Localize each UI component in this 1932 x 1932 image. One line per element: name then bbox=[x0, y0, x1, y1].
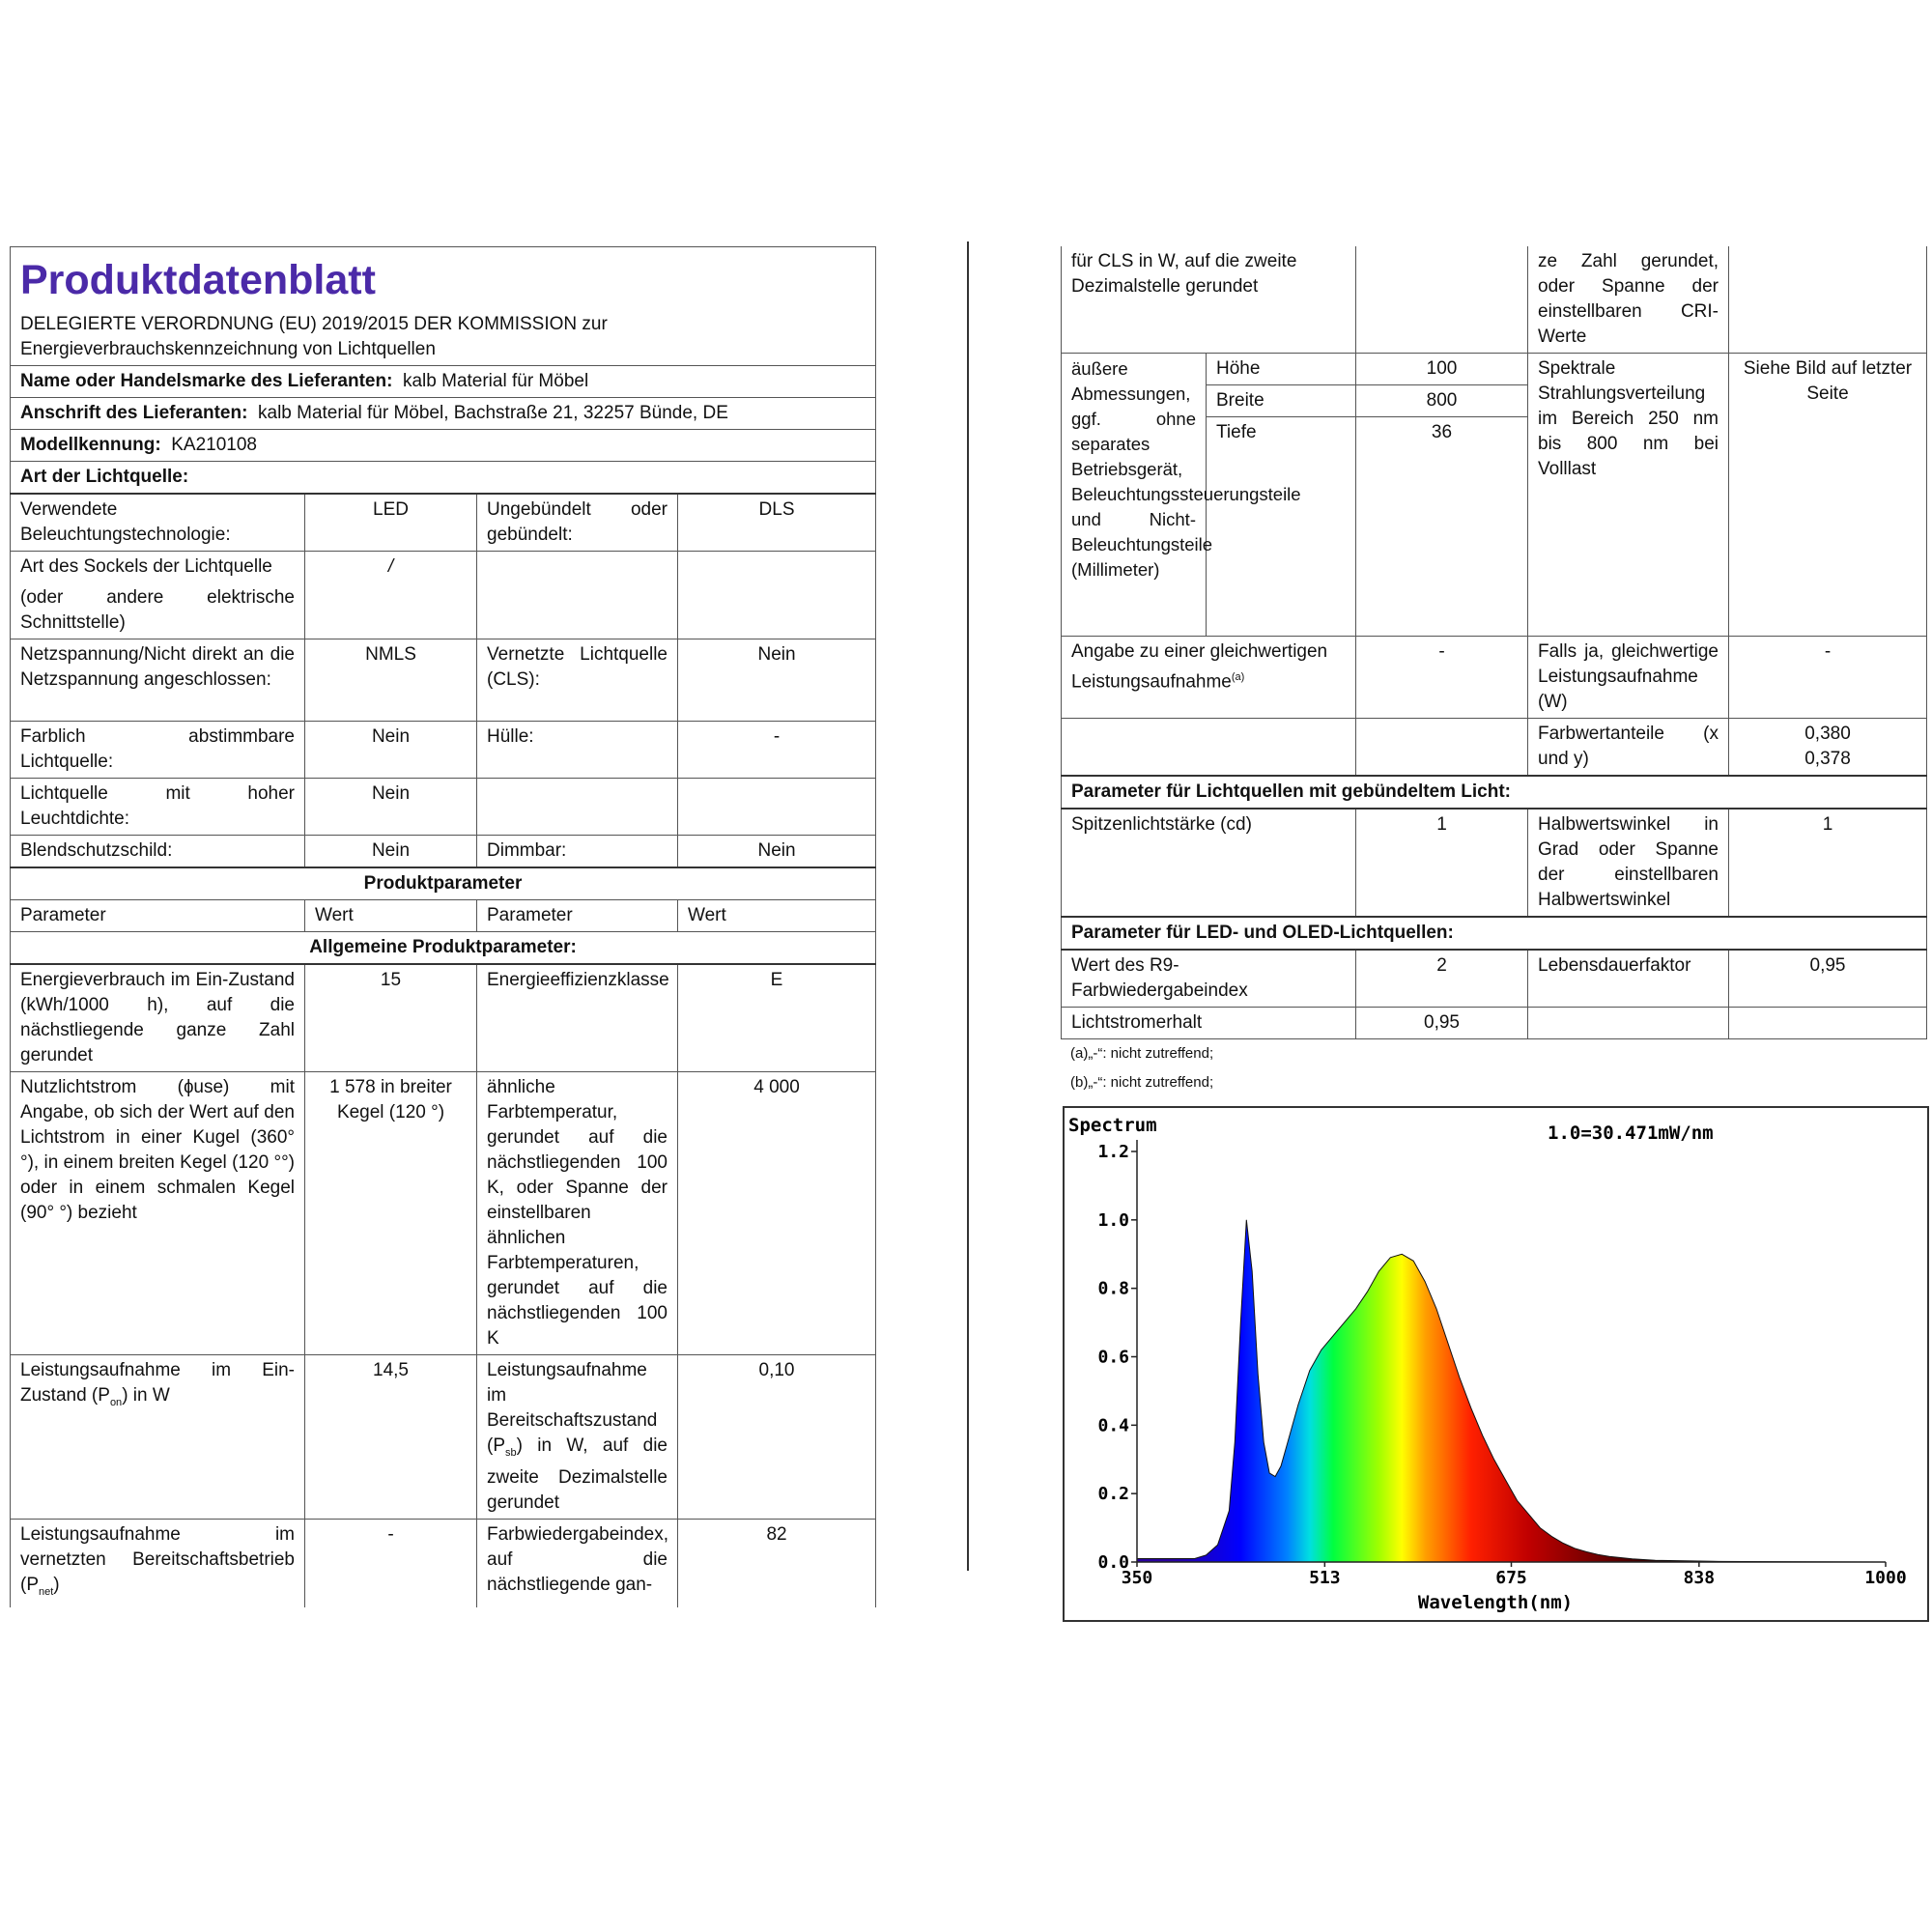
chart-title: Spectrum bbox=[1068, 1115, 1157, 1136]
page-title: Produktdatenblatt bbox=[20, 257, 376, 303]
param-value: 82 bbox=[678, 1519, 876, 1606]
param-label: Farbwiedergabeindex, auf die nächstliegende gan- bbox=[477, 1519, 678, 1606]
column-header: Wert bbox=[678, 900, 876, 932]
table-row bbox=[11, 722, 876, 779]
param-value: 14,5 bbox=[305, 1355, 477, 1520]
param-label: Lichtquelle mit hoher Leuchtdichte: bbox=[11, 779, 305, 836]
param-label: Wert des R9-Farbwiedergabeindex bbox=[1062, 950, 1356, 1008]
param-label: ähnliche Farbtemperatur, gerundet auf die nächstliegenden 100 K, oder Spanne der einstellbaren ähnlichen Farbtemperaturen, gerundet auf die nächstliegenden 100 K bbox=[477, 1072, 678, 1355]
led-params-heading: Parameter für LED- und OLED-Lichtquellen: bbox=[1062, 917, 1927, 950]
param-value bbox=[1729, 246, 1927, 354]
table-row bbox=[1062, 246, 1927, 354]
param-label bbox=[11, 552, 305, 639]
dimension-value: 800 bbox=[1356, 385, 1528, 417]
column-header-row bbox=[11, 900, 876, 932]
dimensions-label: äußere Abmessungen, ggf. ohne separates Betriebsgerät, Beleuchtungssteuerungsteile und Nicht-Beleuchtungsteile (Millimeter) bbox=[1062, 354, 1207, 637]
param-label bbox=[477, 552, 678, 639]
param-value: LED bbox=[305, 494, 477, 552]
param-label: Energieeffizienzklasse bbox=[477, 964, 678, 1072]
supplier-address-label: Anschrift des Lieferanten: bbox=[20, 403, 248, 423]
param-value: - bbox=[1356, 637, 1528, 719]
y-tick-label: 1.2 bbox=[1097, 1142, 1129, 1162]
param-value: E bbox=[678, 964, 876, 1072]
table-row bbox=[11, 494, 876, 552]
param-label bbox=[477, 779, 678, 836]
x-tick-label: 513 bbox=[1309, 1568, 1341, 1588]
column-header: Parameter bbox=[477, 900, 678, 932]
param-label: Leistungsaufnahme im Ein-Zustand $(P_{on})$ in W bbox=[11, 1355, 305, 1520]
param-value bbox=[1729, 1008, 1927, 1039]
column-divider bbox=[967, 242, 969, 1571]
param-value: 0,10 bbox=[678, 1355, 876, 1520]
param-label: Energieverbrauch im Ein-Zustand (kWh/1000 h), auf die nächstliegende ganze Zahl gerundet bbox=[11, 964, 305, 1072]
supplier-address: kalb Material für Möbel, Bachstraße 21, 32257 Bünde, DE bbox=[258, 403, 728, 423]
param-label: Lebensdauerfaktor bbox=[1528, 950, 1729, 1008]
table-row bbox=[11, 1072, 876, 1355]
param-label: Hülle: bbox=[477, 722, 678, 779]
param-value: NMLS bbox=[305, 639, 477, 722]
param-value: 0,95 bbox=[1729, 950, 1927, 1008]
spectral-distribution-label: Spektrale Strahlungsverteilung im Bereich 250 nm bis 800 nm bei Volllast bbox=[1528, 354, 1729, 637]
product-params-continued-table bbox=[1061, 246, 1927, 1039]
table-row bbox=[11, 552, 876, 639]
param-value: Nein bbox=[678, 639, 876, 722]
dimension-name: Tiefe bbox=[1207, 417, 1356, 637]
left-page bbox=[10, 246, 875, 1607]
dimension-name: Breite bbox=[1207, 385, 1356, 417]
param-value: 4 000 bbox=[678, 1072, 876, 1355]
table-row bbox=[11, 1355, 876, 1520]
param-value: 1 bbox=[1356, 809, 1528, 917]
table-row bbox=[11, 1519, 876, 1606]
footnote-a: (a)„-“: nicht zutreffend; bbox=[1070, 1045, 1214, 1062]
dimension-value: 100 bbox=[1356, 354, 1528, 385]
column-header: Wert bbox=[305, 900, 477, 932]
param-value bbox=[678, 552, 876, 639]
spectral-distribution-value: Siehe Bild auf letzter Seite bbox=[1729, 354, 1927, 637]
y-tick-label: 0.4 bbox=[1097, 1415, 1129, 1436]
param-value: Nein bbox=[305, 836, 477, 868]
param-label bbox=[1528, 1008, 1729, 1039]
param-value: - bbox=[1729, 637, 1927, 719]
table-row bbox=[1062, 950, 1927, 1008]
param-value: Nein bbox=[305, 722, 477, 779]
table-row bbox=[1062, 1008, 1927, 1039]
param-value: 15 bbox=[305, 964, 477, 1072]
param-value: - bbox=[678, 722, 876, 779]
param-value bbox=[678, 779, 876, 836]
dimension-name: Höhe bbox=[1207, 354, 1356, 385]
param-label: Farbwertanteile (x und y) bbox=[1528, 719, 1729, 777]
x-tick-label: 1000 bbox=[1864, 1568, 1907, 1588]
param-label: Spitzenlichtstärke (cd) bbox=[1062, 809, 1356, 917]
spectrum-chart bbox=[1063, 1106, 1929, 1622]
param-value bbox=[1356, 246, 1528, 354]
supplier-name-row bbox=[11, 366, 876, 398]
param-label: Blendschutzschild: bbox=[11, 836, 305, 868]
param-label: Leistungsaufnahme im Bereitschaftszustand $(P_{sb})$ in W, auf die zweite Dezimalstelle gerundet bbox=[477, 1355, 678, 1520]
dimension-value: 36 bbox=[1356, 417, 1528, 637]
table-row bbox=[11, 964, 876, 1072]
table-row bbox=[1062, 637, 1927, 719]
model-label: Modellkennung: bbox=[20, 435, 161, 455]
param-value: DLS bbox=[678, 494, 876, 552]
param-label: Farblich abstimmbare Lichtquelle: bbox=[11, 722, 305, 779]
param-label: Angabe zu einer gleichwertigen Leistungsaufnahme$^{(a)}$ bbox=[1062, 637, 1356, 719]
param-value: 0,95 bbox=[1356, 1008, 1528, 1039]
param-label: Lichtstromerhalt bbox=[1062, 1008, 1356, 1039]
general-params-heading: Allgemeine Produktparameter: bbox=[11, 932, 876, 965]
spectrum-area bbox=[1137, 1220, 1886, 1562]
param-label: für CLS in W, auf die zweite Dezimalstelle gerundet bbox=[1062, 246, 1356, 354]
socket-label: Art des Sockels der Lichtquelle bbox=[20, 556, 272, 577]
spectrum-plot bbox=[1065, 1108, 1927, 1620]
table-row bbox=[1062, 719, 1927, 777]
table-row bbox=[11, 779, 876, 836]
y-tick-label: 1.0 bbox=[1097, 1209, 1129, 1231]
param-value: Nein bbox=[678, 836, 876, 868]
column-header: Parameter bbox=[11, 900, 305, 932]
socket-label-note: (oder andere elektrische Schnittstelle) bbox=[20, 587, 295, 633]
table-row bbox=[11, 836, 876, 868]
param-value: 1 bbox=[1729, 809, 1927, 917]
param-label: Halbwertswinkel in Grad oder Spanne der einstellbaren Halbwertswinkel bbox=[1528, 809, 1729, 917]
directional-params-heading: Parameter für Lichtquellen mit gebündeltem Licht: bbox=[1062, 776, 1927, 809]
product-params-heading: Produktparameter bbox=[11, 867, 876, 900]
x-axis-label: Wavelength(nm) bbox=[1417, 1592, 1574, 1613]
param-label: Verwendete Beleuchtungstechnologie: bbox=[11, 494, 305, 552]
table-row bbox=[1062, 809, 1927, 917]
footnote-b: (b)„-“: nicht zutreffend; bbox=[1070, 1074, 1214, 1091]
x-tick-label: 675 bbox=[1495, 1568, 1527, 1588]
x-tick-label: 838 bbox=[1683, 1568, 1716, 1588]
y-tick-label: 0.0 bbox=[1097, 1552, 1129, 1573]
model-row bbox=[11, 430, 876, 462]
param-value: - bbox=[305, 1519, 477, 1606]
chart-annotation: 1.0=30.471mW/nm bbox=[1548, 1122, 1714, 1144]
supplier-address-row bbox=[11, 398, 876, 430]
light-source-type-heading: Art der Lichtquelle: bbox=[11, 462, 876, 495]
y-tick-label: 0.6 bbox=[1097, 1347, 1129, 1368]
model-id: KA210108 bbox=[171, 435, 257, 455]
param-value: 1 578 in breiter Kegel (120 °) bbox=[305, 1072, 477, 1355]
chroma-x: 0,380 bbox=[1804, 724, 1851, 744]
param-label: Ungebündelt oder gebündelt: bbox=[477, 494, 678, 552]
table-row bbox=[1062, 354, 1927, 385]
supplier-name: kalb Material für Möbel bbox=[402, 371, 589, 391]
regulation-text: DELEGIERTE VERORDNUNG (EU) 2019/2015 DER KOMMISSION zur Energieverbrauchskennzeichnung von Lichtquellen bbox=[11, 309, 876, 366]
param-label: Leistungsaufnahme im vernetzten Bereitschaftsbetrieb $(P_{net})$ bbox=[11, 1519, 305, 1606]
param-value bbox=[1356, 719, 1528, 777]
param-value: / bbox=[305, 552, 477, 639]
param-value bbox=[1729, 719, 1927, 777]
y-tick-label: 0.8 bbox=[1097, 1278, 1129, 1299]
footnotes bbox=[1070, 1039, 1926, 1097]
product-info-table bbox=[10, 246, 876, 1607]
param-label: Dimmbar: bbox=[477, 836, 678, 868]
param-label: Falls ja, gleichwertige Leistungsaufnahme (W) bbox=[1528, 637, 1729, 719]
table-row bbox=[11, 639, 876, 722]
right-page bbox=[1061, 246, 1926, 1097]
param-label: ze Zahl gerundet, oder Spanne der einstellbaren CRI-Werte bbox=[1528, 246, 1729, 354]
param-value: Nein bbox=[305, 779, 477, 836]
x-tick-label: 350 bbox=[1121, 1568, 1153, 1588]
chroma-y: 0,378 bbox=[1804, 749, 1851, 769]
param-label bbox=[1062, 719, 1356, 777]
param-label: Vernetzte Lichtquelle (CLS): bbox=[477, 639, 678, 722]
param-value: 2 bbox=[1356, 950, 1528, 1008]
y-tick-label: 0.2 bbox=[1097, 1484, 1129, 1505]
supplier-name-label: Name oder Handelsmarke des Lieferanten: bbox=[20, 371, 393, 391]
param-label: Nutzlichtstrom (ɸuse) mit Angabe, ob sich der Wert auf den Lichtstrom in einer Kugel (360° °), in einem breiten Kegel (120 °°) oder in einem schmalen Kegel (90° °) bezieht bbox=[11, 1072, 305, 1355]
param-label: Netzspannung/Nicht direkt an die Netzspannung angeschlossen: bbox=[11, 639, 305, 722]
